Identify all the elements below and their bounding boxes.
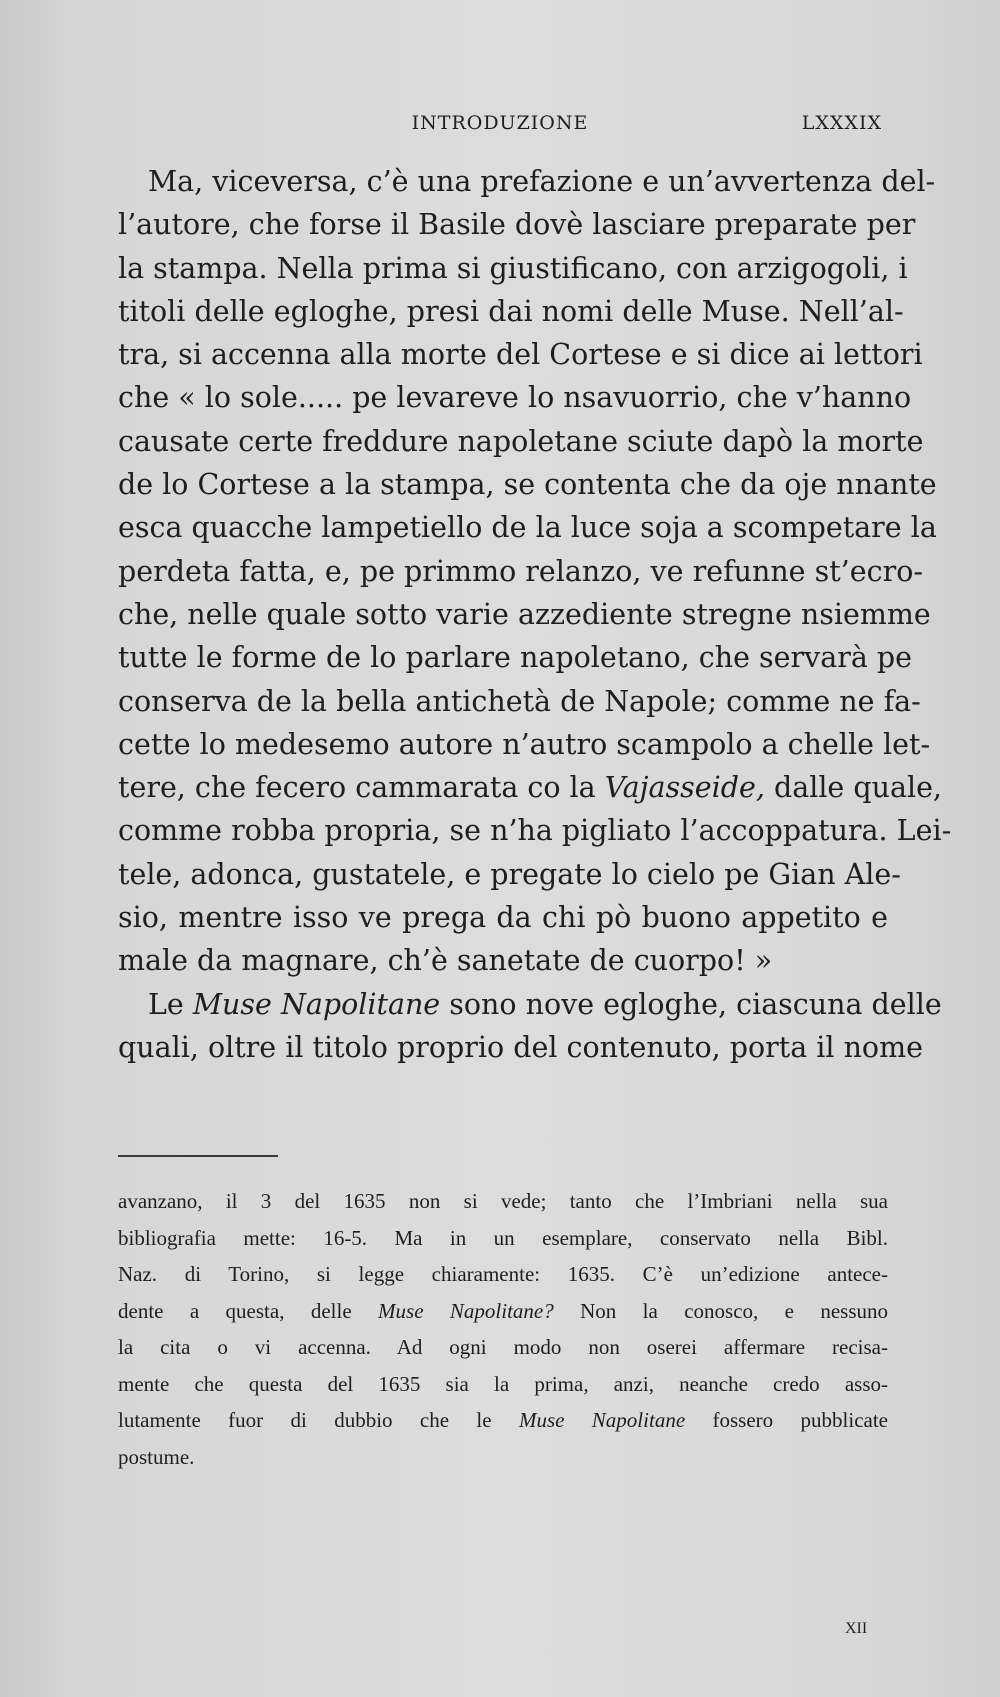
footnote-line: la cita o vi accenna. Ad ogni modo non oserei affermare recisa- bbox=[118, 1335, 888, 1359]
footnote-line: mente che questa del 1635 sia la prima, anzi, neanche credo asso- bbox=[118, 1371, 888, 1396]
text-line: quali, oltre il titolo proprio del contenuto, porta il nome bbox=[118, 1030, 923, 1064]
text-line bbox=[118, 983, 942, 1026]
text-line: perdeta fatta, e, pe primmo relanzo, ve refunne st’ecro- bbox=[118, 554, 923, 588]
main-text bbox=[118, 160, 952, 1069]
text-line: de lo Cortese a la stampa, se contenta che da oje nnante bbox=[118, 468, 937, 502]
italic-title: Muse Napolitane bbox=[192, 987, 441, 1021]
text-line: conserva de la bella antichetà de Napole; comme ne fa- bbox=[118, 684, 921, 718]
text-segment: lutamente fuor di dubbio che le bbox=[118, 1408, 492, 1432]
text-line: comme robba propria, se n’ha pigliato l’accoppatura. Lei- bbox=[118, 814, 952, 848]
footnote-rule bbox=[118, 1155, 278, 1157]
text-segment: fossero pubblicate bbox=[712, 1408, 888, 1432]
text-line: tutte le forme de lo parlare napoletano, che servarà pe bbox=[118, 641, 913, 675]
text-line: tra, si accenna alla morte del Cortese e si dice ai lettori bbox=[118, 338, 923, 372]
text-line: Ma, viceversa, c’è una prefazione e un’avvertenza del- bbox=[148, 165, 936, 198]
text-line: la stampa. Nella prima si giustificano, con arzigogoli, i bbox=[118, 251, 908, 285]
italic-title: Muse Napolitane? bbox=[378, 1298, 554, 1323]
text-line: esca quacche lampetiello de la luce soja a scompetare la bbox=[118, 511, 937, 545]
text-line: che, nelle quale sotto varie azzediente stregne nsiemme bbox=[118, 597, 931, 631]
text-segment: dalle quale, bbox=[773, 771, 942, 805]
footnote bbox=[118, 1183, 888, 1475]
italic-title: Muse Napolitane bbox=[518, 1408, 686, 1432]
text-segment: Non la conosco, e nessuno bbox=[580, 1298, 889, 1323]
running-title: INTRODUZIONE bbox=[411, 112, 589, 134]
text-line: male da magnare, ch’è sanetate de cuorpo! » bbox=[118, 944, 773, 978]
running-head bbox=[118, 112, 882, 142]
text-line: che « lo sole..... pe levareve lo nsavuorrio, che v’hanno bbox=[118, 381, 912, 415]
footnote-line bbox=[118, 1293, 888, 1330]
text-line bbox=[118, 766, 942, 809]
text-line: tele, adonca, gustatele, e pregate lo cielo pe Gian Ale- bbox=[118, 857, 901, 891]
text-line: cette lo medesemo autore n’autro scampolo a chelle let- bbox=[118, 727, 931, 761]
text-segment: tere, che fecero cammarata co la bbox=[118, 771, 596, 805]
footnote-line: bibliografia mette: 16-5. Ma in un esemplare, conservato nella Bibl. bbox=[118, 1225, 888, 1250]
italic-title: Vajasseide, bbox=[604, 771, 765, 805]
text-line: l’autore, che forse il Basile dovè lasciare preparate per bbox=[118, 208, 916, 242]
footnote-line: postume. bbox=[118, 1444, 195, 1469]
text-segment: sono nove egloghe, ciascuna delle bbox=[449, 987, 942, 1021]
text-line: sio, mentre isso ve prega da chi pò buono appetito e bbox=[118, 901, 888, 935]
text-line: titoli delle egloghe, presi dai nomi delle Muse. Nell’al- bbox=[118, 294, 904, 328]
page-number: LXXXIX bbox=[801, 112, 882, 134]
footnote-line bbox=[118, 1402, 888, 1439]
signature-mark: XII bbox=[845, 1620, 868, 1637]
text-segment: dente a questa, delle bbox=[118, 1298, 352, 1323]
footnote-line: avanzano, il 3 del 1635 non si vede; tanto che l’Imbriani nella sua bbox=[118, 1189, 888, 1213]
text-line: causate certe freddure napoletane sciute dapò la morte bbox=[118, 424, 924, 458]
footnote-line: Naz. di Torino, si legge chiaramente: 1635. C’è un’edizione antece- bbox=[118, 1262, 888, 1286]
text-segment: Le bbox=[148, 987, 184, 1021]
